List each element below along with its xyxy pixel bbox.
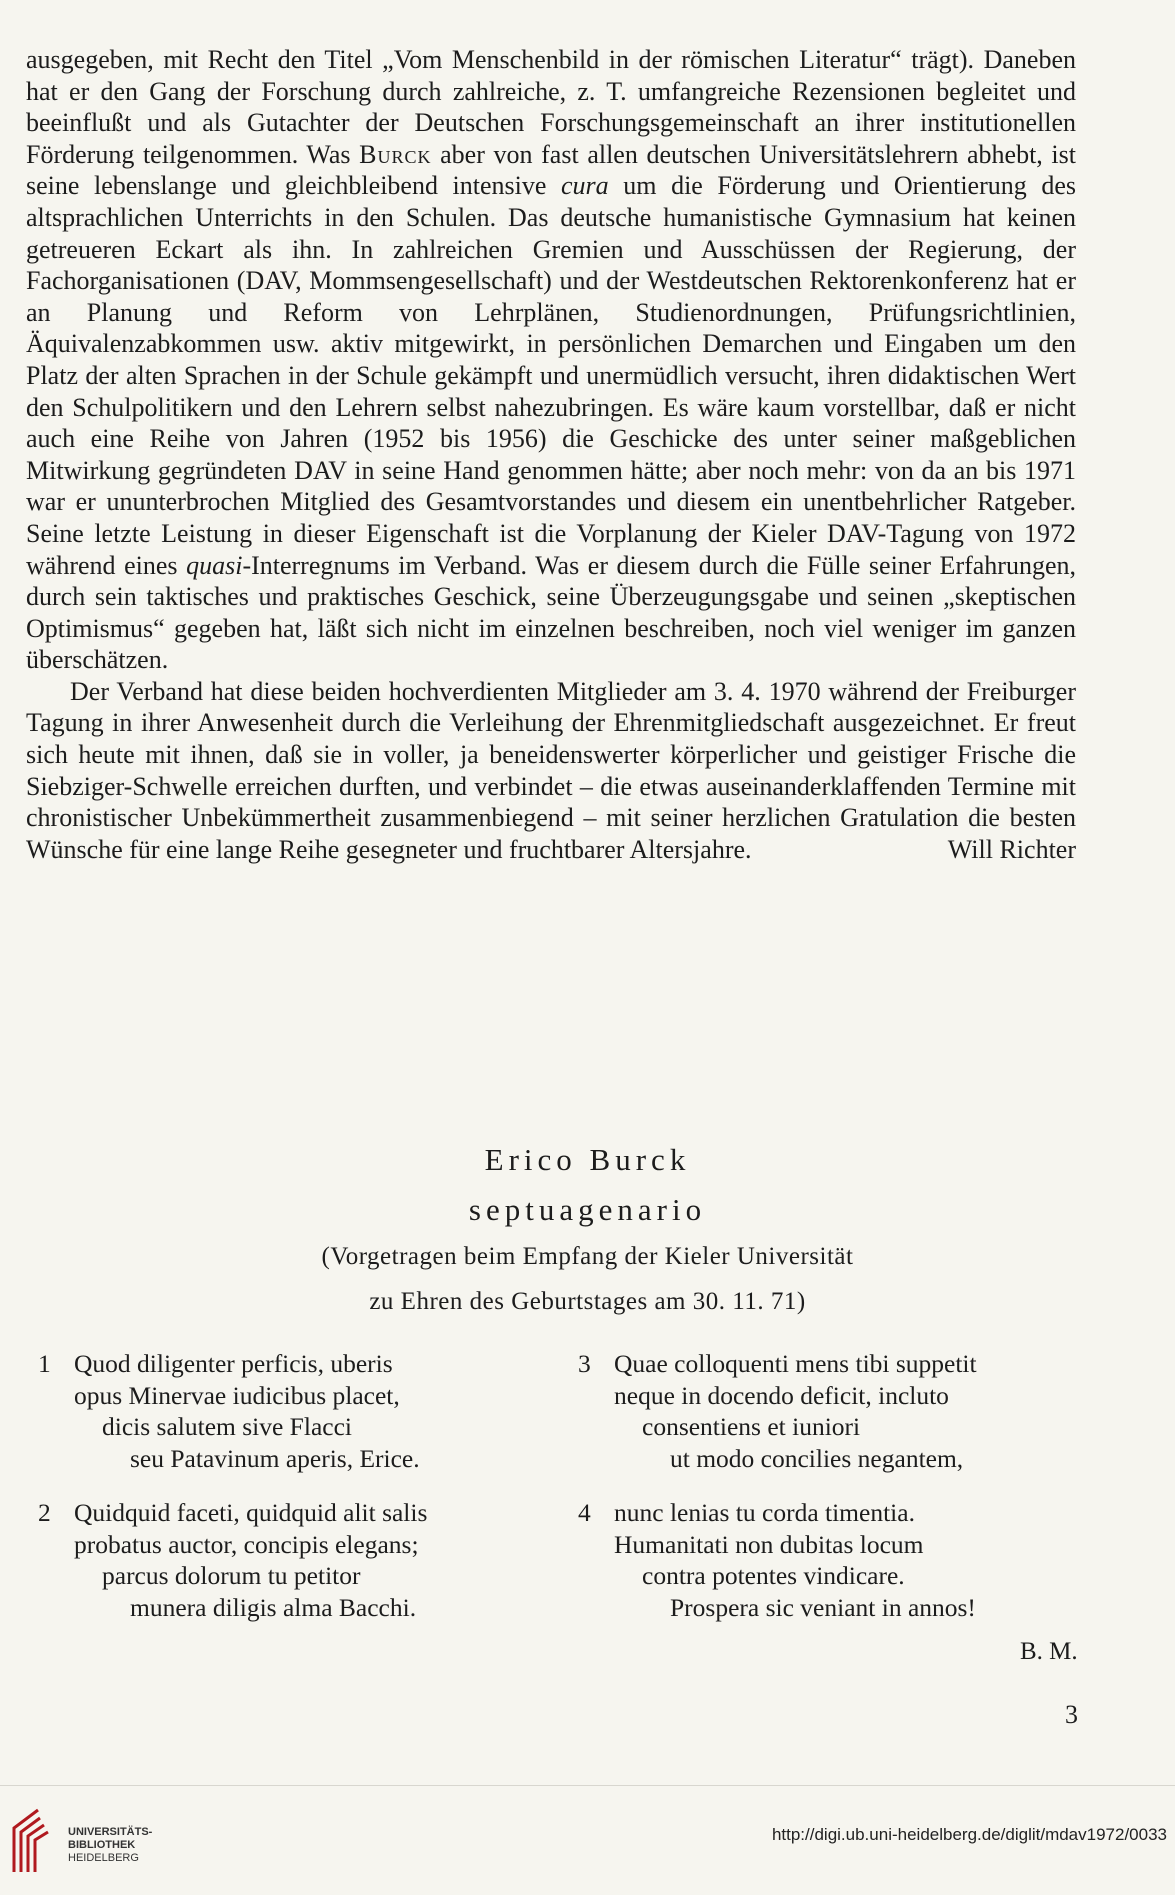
article-text — [26, 44, 1076, 865]
footer-divider — [0, 1785, 1175, 1786]
poem-subtitle: septuagenario — [468, 1192, 707, 1227]
word-quasi: quasi — [186, 550, 243, 580]
stanza-number: 3 — [578, 1349, 591, 1378]
verse-line: contra potentes vindicare. — [642, 1561, 905, 1590]
verse-line: opus Minervae iudicibus placet, — [74, 1380, 400, 1410]
stanza-number: 1 — [38, 1349, 51, 1378]
verse-line: nunc lenias tu corda timentia. — [614, 1498, 915, 1527]
poem-title: Erico Burck — [484, 1142, 691, 1177]
verse-line: Quod diligenter perficis, uberis — [74, 1349, 393, 1378]
verse-line: seu Patavinum aperis, Erice. — [130, 1443, 420, 1473]
stanza-number: 2 — [38, 1498, 51, 1527]
source-url-link[interactable]: http://digi.ub.uni-heidelberg.de/diglit/mdav1972/0033 — [771, 1825, 1167, 1844]
poem-occasion-line-1: (Vorgetragen beim Empfang der Kieler Universität — [321, 1243, 854, 1270]
verse-line: Prospera sic veniant in annos! — [670, 1592, 976, 1622]
verse-line: parcus dolorum tu petitor — [102, 1561, 361, 1590]
paragraph-1: ausgegeben, mit Recht den Titel „Vom Menschenbild in der römischen Literatur“ trägt). Daneben hat er den Gang der Forschung durch zahlreiche, z. T. umfangreiche Rezensionen begleitet und beeinflußt und als Gutachter der Deutschen Forschungsgemeinschaft an ihrer institutionellen Förderung teilgenommen. Was Burck aber von fast allen deutschen Universitätslehrern abhebt, ist seine lebenslange und gleichbleibend intensive cura um die Förderung und Orientierung des altsprachlichen Unterrichts in den Schulen. Das deutsche humanistische Gymnasium hat keinen getreueren Eckart als ihn. In zahlreichen Gremien und Ausschüssen der Regierung, der Fachorganisationen (DAV, Mommsengesellschaft) und der Westdeutschen Rektorenkonferenz hat er an Planung und Reform von Lehrplänen, Studienordnungen, Prüfungsrichtlinien, Äquivalenzabkommen usw. aktiv mitgewirkt, in persönlichen Demarchen und Eingaben um den Platz der alten Sprachen in der Schule gekämpft und unermüdlich versucht, ihren didaktischen Wert den Schulpolitikern und den Lehrern selbst nahezubringen. Es wäre kaum vorstellbar, daß er nicht auch eine Reihe von Jahren (1952 bis 1956) die Geschicke des unter seiner maßgeblichen Mitwirkung gegründeten DAV in seine Hand genommen hätte; aber noch mehr: von da an bis 1971 war er ununterbrochen Mitglied des Gesamtvorstandes und diesem ein unentbehrlicher Ratgeber. Seine letzte Leistung in dieser Eigenschaft ist die Vorplanung der Kieler DAV-Tagung von 1972 während eines quasi-Interregnums im Verband. Was er diesem durch die Fülle seiner Erfahrungen, durch sein taktisches und praktisches Geschick, seine Überzeugungsgabe und seinen „skeptischen Optimismus“ gegeben hat, läßt sich nicht im einzelnen beschreiben, noch viel weniger im ganzen überschätzen. — [26, 45, 1077, 675]
verse-line: Humanitati non dubitas locum — [614, 1529, 924, 1559]
verse-line: consentiens et iuniori — [642, 1412, 861, 1441]
paragraph-2: Der Verband hat diese beiden hochverdienten Mitglieder am 3. 4. 1970 während der Freiburger Tagung in ihrer Anwesenheit durch die Verleihung der Ehrenmitgliedschaft ausgezeichnet. Er freut sich heute mit ihnen, daß sie in voller, ja beneidenswerter körperlicher und geistiger Frische die Siebziger-Schwelle erreichen durften, und verbindet – die etwas auseinanderklaffenden Termine mit chronistischer Unbekümmertheit zusammenbiegend – mit seiner herzlichen Gratulation die besten Wünsche für eine lange Reihe gesegneter und fruchtbarer Altersjahre. Will Richter — [26, 676, 1076, 864]
verse-line: ut modo concilies negantem, — [670, 1443, 964, 1473]
library-name: UNIVERSITÄTS- BIBLIOTHEK HEIDELBERG — [68, 1826, 153, 1864]
word-cura: cura — [561, 171, 609, 201]
verse-line: probatus auctor, concipis elegans; — [74, 1529, 419, 1559]
poem-author-initials: B. M. — [1020, 1638, 1078, 1665]
university-library-logo-icon — [8, 1806, 60, 1876]
stanza-number: 4 — [578, 1498, 591, 1527]
verse-line: Quidquid faceti, quidquid alit salis — [74, 1498, 428, 1527]
verse-line: neque in docendo deficit, incluto — [614, 1380, 949, 1410]
name-burck: Burck — [359, 139, 432, 169]
signature: Will Richter — [947, 834, 1076, 864]
verse-line: Quae colloquenti mens tibi suppetit — [614, 1349, 977, 1378]
verse-line: dicis salutem sive Flacci — [102, 1412, 352, 1441]
poem-occasion-line-2: zu Ehren des Geburtstages am 30. 11. 71) — [369, 1288, 806, 1315]
page-number: 3 — [1065, 1700, 1078, 1729]
verse-line: munera diligis alma Bacchi. — [130, 1592, 417, 1622]
